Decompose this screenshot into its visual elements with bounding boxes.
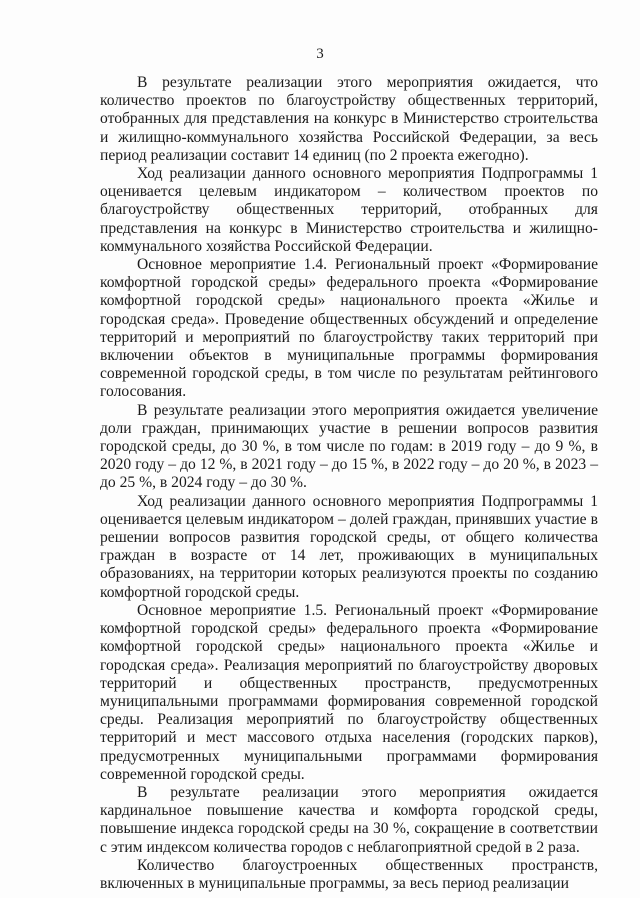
paragraph-2: Ход реализации данного основного мероприятия Подпрограммы 1 оценивается целевым индикатором – количеством проектов по благоустройству общественных территорий, отобранных для представления на конкурс в Министерство строительства и жилищно-коммунального хозяйства Российской Федерации.: [100, 165, 598, 255]
document-body: [100, 74, 598, 893]
paragraph-6: Основное мероприятие 1.5. Региональный проект «Формирование комфортной городской среды» федерального проекта «Формирование комфортной городской среды» национального проекта «Жилье и городская среда». Реализация мероприятий по благоустройству дворовых территорий и общественных пространств, предусмотренных муниципальными программами формирования современной городской среды. Реализация мероприятий по благоустройству общественных территорий и мест массового отдыха населения (городских парков), предусмотренных муниципальными программами формирования современной городской среды.: [100, 601, 598, 783]
page-number: 3: [316, 46, 324, 62]
paragraph-7: В результате реализации этого мероприятия ожидается кардинальное повышение качества и комфорта городской среды, повышение индекса городской среды на 30 %, сокращение в соответствии с этим индексом количества городов с неблагоприятной средой в 2 раза.: [100, 783, 598, 856]
paragraph-3: Основное мероприятие 1.4. Региональный проект «Формирование комфортной городской среды» федерального проекта «Формирование комфортной городской среды» национального проекта «Жилье и городская среда». Проведение общественных обсуждений и определение территорий и мероприятий по благоустройству таких территорий при включении объектов в муниципальные программы формирования современной городской среды, в том числе по результатам рейтингового голосования.: [100, 256, 598, 401]
paragraph-1: В результате реализации этого мероприятия ожидается, что количество проектов по благоустройству общественных территорий, отобранных для представления на конкурс в Министерство строительства и жилищно-коммунального хозяйства Российской Федерации, за весь период реализации составит 14 единиц (по 2 проекта ежегодно).: [100, 74, 598, 164]
paragraph-5: Ход реализации данного основного мероприятия Подпрограммы 1 оценивается целевым индикатором – долей граждан, принявших участие в решении вопросов развития городской среды, от общего количества граждан в возрасте от 14 лет, проживающих в муниципальных образованиях, на территории которых реализуются проекты по созданию комфортной городской среды.: [100, 492, 598, 601]
paragraph-8: Количество благоустроенных общественных пространств, включенных в муниципальные программы, за весь период реализации: [100, 856, 598, 892]
paragraph-4: В результате реализации этого мероприятия ожидается увеличение доли граждан, принимающих участие в решении вопросов развития городской среды, до 30 %, в том числе по годам: в 2019 году – до 9 %, в 2020 году – до 12 %, в 2021 году – до 15 %, в 2022 году – до 20 %, в 2023 – до 25 %, в 2024 году – до 30 %.: [100, 401, 598, 492]
